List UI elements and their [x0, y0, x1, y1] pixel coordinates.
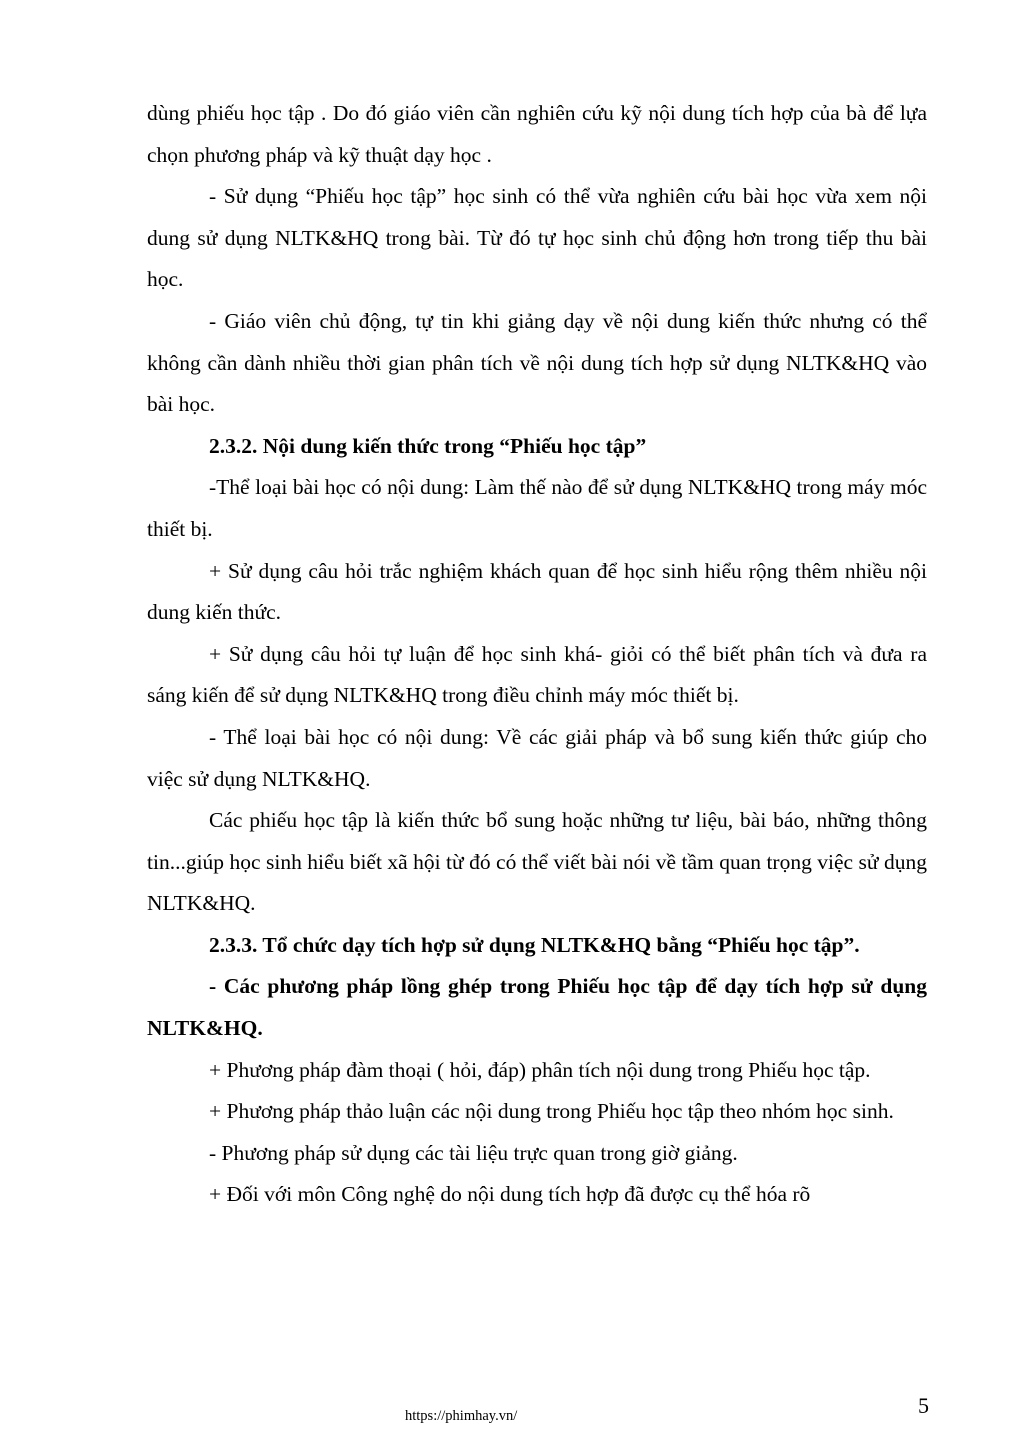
paragraph-lesson-type-1: -Thể loại bài học có nội dung: Làm thế nào để sử dụng NLTK&HQ trong máy móc thiết bị.	[147, 475, 927, 541]
paragraph-teacher-confidence: - Giáo viên chủ động, tự tin khi giảng dạy về nội dung kiến thức nhưng có thể không cần dành nhiều thời gian phân tích về nội dung tích hợp sử dụng NLTK&HQ vào bài học.	[147, 308, 927, 417]
paragraph-technology-subject: + Đối với môn Công nghệ do nội dung tích hợp đã được cụ thể hóa rõ	[209, 1182, 811, 1207]
paragraph-visual-materials: - Phương pháp sử dụng các tài liệu trực quan trong giờ giảng.	[209, 1140, 738, 1165]
paragraph-worksheets-supplement: Các phiếu học tập là kiến thức bổ sung hoặc những tư liệu, bài báo, những thông tin...giúp học sinh hiểu biết xã hội từ đó có thể viết bài nói về tầm quan trọng việc sử dụng NLTK&HQ.	[147, 808, 927, 916]
section-heading-2-3-2: 2.3.2. Nội dung kiến thức trong “Phiếu học tập”	[209, 433, 647, 458]
paragraph-discussion-method: + Phương pháp thảo luận các nội dung trong Phiếu học tập theo nhóm học sinh.	[209, 1099, 894, 1124]
subheading-methods: - Các phương pháp lồng ghép trong Phiếu học tập để dạy tích hợp sử dụng NLTK&HQ.	[147, 974, 927, 1041]
paragraph-essay-questions: + Sử dụng câu hỏi tự luận để học sinh khá- giỏi có thể biết phân tích và đưa ra sáng kiến để sử dụng NLTK&HQ trong điều chỉnh máy móc thiết bị.	[147, 641, 927, 708]
paragraph-continuation: dùng phiếu học tập . Do đó giáo viên cần nghiên cứu kỹ nội dung tích hợp của bà để lựa chọn phương pháp và kỹ thuật dạy học .	[147, 101, 927, 167]
page-number: 5	[918, 1393, 929, 1418]
paragraph-lesson-type-2: - Thể loại bài học có nội dung: Về các giải pháp và bổ sung kiến thức giúp cho việc sử dụng NLTK&HQ.	[147, 724, 927, 791]
section-heading-2-3-3: 2.3.3. Tổ chức dạy tích hợp sử dụng NLTK&HQ bằng “Phiếu học tập”.	[209, 932, 860, 957]
paragraph-multiple-choice: + Sử dụng câu hỏi trắc nghiệm khách quan để học sinh hiểu rộng thêm nhiều nội dung kiến thức.	[147, 558, 927, 625]
document-body	[147, 93, 927, 1216]
paragraph-dialogue-method: + Phương pháp đàm thoại ( hỏi, đáp) phân tích nội dung trong Phiếu học tập.	[209, 1057, 871, 1082]
footer-url: https://phimhay.vn/	[405, 1408, 518, 1424]
paragraph-worksheet-usage: - Sử dụng “Phiếu học tập” học sinh có thể vừa nghiên cứu bài học vừa xem nội dung sử dụng NLTK&HQ trong bài. Từ đó tự học sinh chủ động hơn trong tiếp thu bài học.	[147, 184, 927, 292]
